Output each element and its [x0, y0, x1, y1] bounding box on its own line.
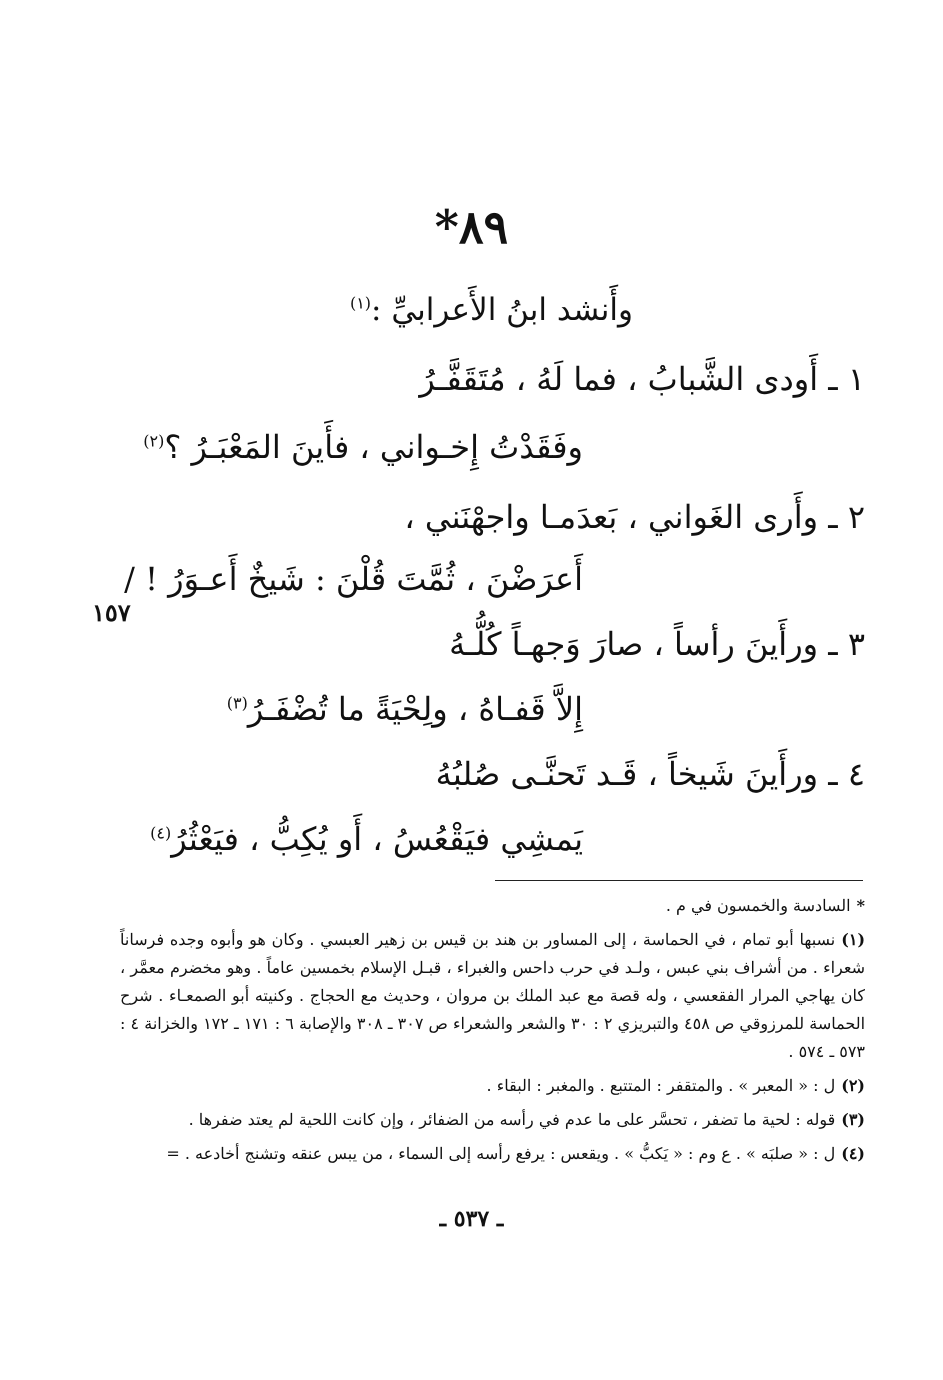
- verse-1-second-hemistich: [143, 428, 583, 466]
- verse-text: ١ ـ أَودى الشَّبابُ ، فما لَهُ ، مُتَقَفَّـرُ: [419, 360, 865, 398]
- verse-text: وفَقَدْتُ إِخـواني ، فأَينَ المَعْبَـرُ ؟: [164, 428, 583, 466]
- footnotes: [120, 892, 865, 1174]
- footnote-text: ل : « المعبر » . والمتقفر : المتتبع . والمغبر : البقاء .: [486, 1076, 836, 1095]
- verse-4-first-hemistich: [436, 755, 865, 793]
- footnote-marker: (٤): [150, 823, 172, 843]
- footnote-text: السادسة والخمسون في م .: [665, 896, 851, 915]
- footnote-item: [120, 926, 865, 1066]
- footnote-number: (٣): [841, 1110, 865, 1129]
- verse-text: إِلاَّ قَفـاهُ ، ولِحْيَةً ما تُضْفَـرُ: [247, 690, 583, 728]
- verse-text: يَمشِي فيَقْعُسُ ، أَو يُكِبُّ ، فيَعْثُرُ: [171, 820, 583, 858]
- margin-page-number: ١٥٧: [92, 598, 131, 627]
- footnote-marker: (٢): [143, 431, 165, 451]
- verse-1-first-hemistich: [419, 360, 865, 398]
- verse-3-first-hemistich: [449, 625, 865, 663]
- verse-text: ٤ ـ ورأَينَ شَيخاً ، قَـد تَحنَّـى صُلبُهُ: [435, 755, 865, 793]
- footnote-divider: [495, 880, 863, 881]
- footnote-text: ل : « صلبَه » . ع وم : « يَكبُّ » . ويقعس : يرفع رأسه إلى السماء ، من يبس عنقه وتشنج أخادعه . =: [166, 1144, 836, 1163]
- verse-2-first-hemistich: [404, 498, 865, 536]
- footnote-number: (١): [841, 930, 866, 949]
- verse-text: ٢ ـ وأَرى الغَواني ، بَعدَمـا واجهْنَني ،: [404, 498, 865, 536]
- footnote-text: قوله : لحية ما تضفر ، تحسَّر على ما عدم في رأسه من الضفائر ، وإن كانت اللحية لم يعتد ضفرها .: [188, 1110, 836, 1129]
- verse-2-second-hemistich: [124, 560, 583, 598]
- footnote-number: *: [856, 896, 865, 915]
- poem-intro: [350, 292, 633, 328]
- footnote-item: [120, 1106, 865, 1134]
- footnote-item: [120, 1072, 865, 1100]
- verse-4-second-hemistich: [150, 820, 583, 858]
- page-number: ـ ٥٣٧ ـ: [439, 1206, 504, 1232]
- verse-3-second-hemistich: [227, 690, 583, 728]
- verse-text: أَعرَضْنَ ، ثُمَّتَ قُلْنَ : شَيخٌ أَعـوَرُ ! /: [124, 560, 583, 598]
- footnote-item: [120, 1140, 865, 1168]
- poem-number: ٨٩*: [434, 200, 509, 254]
- footnote-marker: (٣): [226, 693, 248, 713]
- intro-text: وأَنشد ابنُ الأَعرابيِّ :: [371, 292, 633, 328]
- footnote-number: (٢): [841, 1076, 865, 1095]
- footnote-number: (٤): [841, 1144, 865, 1163]
- intro-footnote-marker: (١): [349, 293, 372, 313]
- footnote-text: نسبها أبو تمام ، في الحماسة ، إلى المساور بن هند بن قيس بن زهير العبسي . وكان هو وأبوه وجده فرساناً شعراء . من أشراف بني عبس ، ولـد في حرب داحس والغبراء ، قبـل الإسلام بخمسين عاماً . وهو مخضرم معمَّر ، كان يهاجي المرار الفقعسي ، وله قصة مع عبد الملك بن مروان ، وحديث مع الحجاج . وكنيته أبو الصمعـاء . شرح الحماسة للمرزوقي ص ٤٥٨ والتبريزي ٢ : ٣٠ والشعر والشعراء ص ٣٠٧ ـ ٣٠٨ والإصابة ٦ : ١٧١ ـ ١٧٢ والخزانة ٤ : ٥٧٣ ـ ٥٧٤ .: [120, 930, 866, 1061]
- verse-text: ٣ ـ ورأَينَ رأساً ، صارَ وَجهـاً كُلُّـهُ: [449, 625, 865, 663]
- footnote-item: [120, 892, 865, 920]
